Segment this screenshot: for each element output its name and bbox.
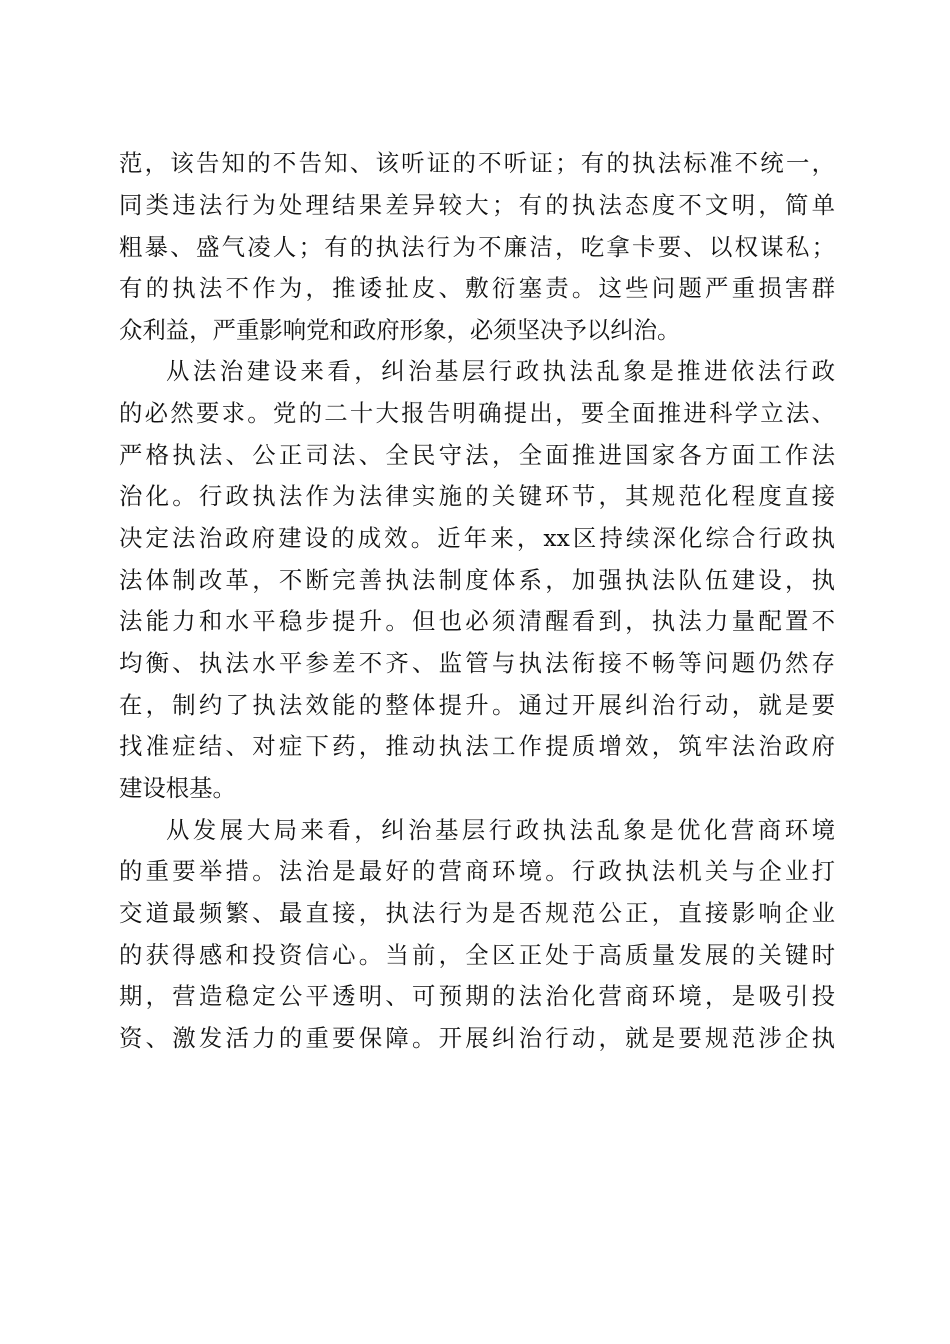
text-line: 范，该告知的不告知、该听证的不听证；有的执法标准不统一， (119, 149, 835, 177)
text-line: 期，营造稳定公平透明、可预期的法治化营商环境，是吸引投 (119, 982, 835, 1010)
text-line: 找准症结、对症下药，推动执法工作提质增效，筑牢法治政府 (119, 732, 835, 760)
text-line: 法体制改革，不断完善执法制度体系，加强执法队伍建设，执 (119, 566, 835, 594)
text-line: 决定法治政府建设的成效。近年来，xx区持续深化综合行政执 (119, 524, 835, 552)
text-line: 同类违法行为处理结果差异较大；有的执法态度不文明，简单 (119, 191, 835, 219)
text-line: 的重要举措。法治是最好的营商环境。行政执法机关与企业打 (119, 857, 835, 885)
paragraph-start-line: 从发展大局来看，纠治基层行政执法乱象是优化营商环境 (166, 816, 835, 844)
paragraph-start-line: 从法治建设来看，纠治基层行政执法乱象是推进依法行政 (166, 357, 835, 385)
text-line: 治化。行政执法作为法律实施的关键环节，其规范化程度直接 (119, 482, 835, 510)
text-line: 粗暴、盛气凌人；有的执法行为不廉洁，吃拿卡要、以权谋私； (119, 233, 835, 261)
text-line: 均衡、执法水平参差不齐、监管与执法衔接不畅等问题仍然存 (119, 649, 835, 677)
text-line: 建设根基。 (119, 774, 236, 802)
text-line: 资、激发活力的重要保障。开展纠治行动，就是要规范涉企执 (119, 1024, 835, 1052)
text-line: 交道最频繁、最直接，执法行为是否规范公正，直接影响企业 (119, 899, 835, 927)
text-line: 有的执法不作为，推诿扯皮、敷衍塞责。这些问题严重损害群 (119, 274, 835, 302)
text-line: 众利益，严重影响党和政府形象，必须坚决予以纠治。 (119, 316, 681, 344)
text-line: 的获得感和投资信心。当前，全区正处于高质量发展的关键时 (119, 941, 835, 969)
text-line: 严格执法、公正司法、全民守法，全面推进国家各方面工作法 (119, 441, 835, 469)
text-line: 的必然要求。党的二十大报告明确提出，要全面推进科学立法、 (119, 399, 835, 427)
text-line: 在，制约了执法效能的整体提升。通过开展纠治行动，就是要 (119, 691, 835, 719)
text-line: 法能力和水平稳步提升。但也必须清醒看到，执法力量配置不 (119, 607, 835, 635)
